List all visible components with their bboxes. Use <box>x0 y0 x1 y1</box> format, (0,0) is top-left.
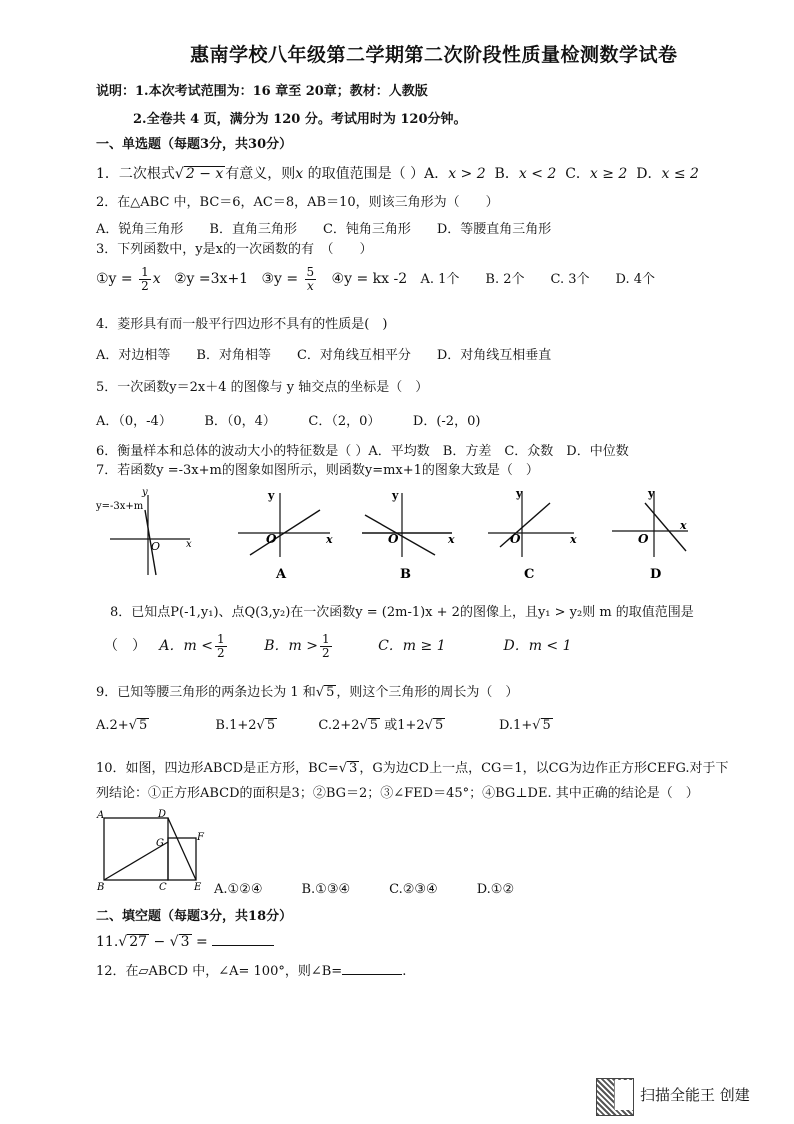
q1-label-c: C． <box>565 166 590 182</box>
question-10-line-2: 列结论：①正方形ABCD的面积是3；②BG＝2；③∠FED＝45°；④BG⊥DE. 其中正确的结论是（ ） <box>96 786 699 801</box>
q10-line1-a: 10．如图，四边形ABCD是正方形，BC= <box>96 761 339 776</box>
q7-b-x-label: x <box>448 533 455 546</box>
fraction <box>305 266 317 292</box>
sqrt-sign-icon: √ <box>169 934 179 950</box>
q10-label-e: E <box>194 882 202 893</box>
q1-stem-c: 的取值范围是（ ）A． <box>303 166 449 182</box>
q10-line1-b: ，G为边CD上一点，CG＝1，以CG为边作正方形CEFG.对于下 <box>359 761 729 776</box>
q1-option-d: x ≤ 2 <box>661 166 699 182</box>
q7-a-y-label: y <box>268 489 275 502</box>
q9-radicand: 5 <box>434 718 444 733</box>
q11-answer-blank[interactable] <box>212 933 274 946</box>
q9-option-c-mid: 或1+2 <box>380 718 425 733</box>
q7-b-origin: O <box>388 532 399 546</box>
question-10-options: A.①②④ B.①③④ C.②③④ D.①② <box>214 882 515 897</box>
q1-radicand: 2 − x <box>185 166 224 182</box>
q3-f4: ④y = kx -2 <box>331 271 408 288</box>
fraction <box>320 633 332 659</box>
fraction-numerator: 1 <box>321 632 330 646</box>
sqrt-sign-icon: √ <box>359 718 368 733</box>
q12-answer-blank[interactable] <box>342 962 402 975</box>
question-9-options <box>96 714 553 733</box>
q11-radicand-1: 27 <box>129 934 148 950</box>
q8-paren: （ ） <box>104 638 146 655</box>
scanner-logo-mark-icon <box>614 1080 633 1110</box>
q7-c-x-label: x <box>570 533 577 546</box>
question-7-stem: 7．若函数y =-3x+m的图象如图所示，则函数y=mx+1的图象大致是（ ） <box>96 463 539 478</box>
q10-label-b: B <box>97 882 105 893</box>
q7-option-a-graph <box>238 489 333 582</box>
q10-figure <box>96 808 216 894</box>
q7-d-x-label: x <box>680 519 687 532</box>
q7-graphs <box>90 485 690 585</box>
question-6: 6．衡量样本和总体的波动大小的特征数是（ ）A．平均数 B．方差 C．众数 D．中位数 <box>96 444 629 459</box>
q11-minus: − <box>149 934 170 950</box>
q10-label-d: D <box>158 809 167 820</box>
question-5-options: A．（0，-4） B．（0，4） C．（2，0） D．(-2，0) <box>96 414 481 429</box>
q12-end: . <box>402 964 407 979</box>
q9-radicand: 5 <box>138 718 148 733</box>
question-8-stem: 8．已知点P(-1,y₁)、点Q(3,y₂)在一次函数y = (2m-1)x + 2的图像上，且y₁ > y₂则 m 的取值范围是 <box>110 605 694 620</box>
q10-label-f: F <box>197 832 204 843</box>
q9-stem-radicand: 5 <box>326 685 335 700</box>
question-2-stem: 2．在△ABC 中，BC＝6，AC＝8，AB＝10，则该三角形为（ ） <box>96 195 499 210</box>
q7-option-c-graph <box>488 487 577 582</box>
q1-option-c: x ≥ 2 <box>589 166 628 182</box>
fraction-denominator: 2 <box>216 645 225 660</box>
question-2-options: A．锐角三角形 B．直角三角形 C．钝角三角形 D．等腰直角三角形 <box>96 222 552 237</box>
q10-label-g: G <box>156 838 164 849</box>
question-9-stem <box>96 681 518 700</box>
fraction-numerator: 5 <box>306 265 315 279</box>
q7-given-y-label: y <box>142 487 148 498</box>
sqrt-sign-icon: √ <box>424 718 433 733</box>
fraction-numerator: 1 <box>141 265 149 279</box>
sqrt-sign-icon: √ <box>532 718 541 733</box>
q8-option-b: B．m > <box>264 638 318 655</box>
fraction-numerator: 1 <box>216 632 225 646</box>
sqrt-sign-icon: √ <box>118 934 128 950</box>
sqrt-sign-icon: √ <box>315 685 325 700</box>
fraction-denominator: x <box>306 278 314 293</box>
q1-var: x <box>295 166 304 182</box>
question-5-stem: 5．一次函数y＝2x＋4 的图像与 y 轴交点的坐标是（ ） <box>96 380 429 395</box>
question-12 <box>96 960 406 979</box>
q9-radicand: 5 <box>266 718 276 733</box>
q9-stem-b: ，则这个三角形的周长为（ ） <box>336 685 519 700</box>
q9-option-a: A.2+ <box>96 718 129 733</box>
q3-f1-suffix: x <box>152 271 161 288</box>
q3-options: A. 1个 B. 2个 C. 3个 D. 4个 <box>420 272 655 288</box>
q7-d-origin: O <box>638 532 649 546</box>
question-1 <box>96 163 699 183</box>
question-10-line-1 <box>96 757 729 776</box>
q7-option-d-graph <box>612 487 688 582</box>
q10-radicand: 3 <box>349 761 358 776</box>
q3-f1-prefix: ①y = <box>96 271 138 288</box>
q9-option-b: B.1+2 <box>215 718 257 733</box>
q1-stem-a: 1．二次根式 <box>96 166 175 182</box>
sqrt-sign-icon: √ <box>256 718 265 733</box>
q1-option-a: x > 2 <box>448 166 486 182</box>
q9-option-d: D.1+ <box>498 718 533 733</box>
question-4-stem: 4．菱形具有而一般平行四边形不具有的性质是( ) <box>96 317 388 332</box>
q7-given-label: y=-3x+m <box>96 501 144 512</box>
q7-given-origin: O <box>151 540 161 553</box>
page-title: 惠南学校八年级第二学期第二次阶段性质量检测数学试卷 <box>190 44 678 66</box>
q8-option-d: D．m < 1 <box>503 638 572 655</box>
q9-radicand: 5 <box>542 718 551 733</box>
sqrt-sign-icon: √ <box>174 166 184 182</box>
q7-label-d: D <box>650 567 662 582</box>
q9-stem-a: 9．已知等腰三角形的两条边长为 1 和 <box>96 685 316 700</box>
q7-label-b: B <box>400 567 411 582</box>
question-3-stem: 3．下列函数中，y是x的一次函数的有 （ ） <box>96 242 373 257</box>
instructions-line-2: 2.全卷共 4 页，满分为 120 分。考试用时为 120分钟。 <box>133 112 467 127</box>
fraction-denominator: 2 <box>321 645 330 660</box>
q8-option-c: C．m ≥ 1 <box>378 638 446 655</box>
section-heading-fill-in: 二、填空题（每题3分，共18分） <box>96 909 293 924</box>
q7-label-a: A <box>276 567 287 582</box>
q7-c-origin: O <box>510 532 521 546</box>
q3-f3-prefix: ③y = <box>261 271 303 288</box>
q11-prefix: 11. <box>96 934 119 950</box>
q11-radicand-2: 3 <box>180 934 190 950</box>
fraction <box>139 266 151 292</box>
question-3-functions <box>96 266 655 292</box>
q10-label-c: C <box>159 882 167 893</box>
q12-text: 12．在▱ABCD 中，∠A= 100°，则∠B= <box>96 964 343 979</box>
q7-d-y-label: y <box>648 487 655 500</box>
q7-b-y-label: y <box>392 489 399 502</box>
q7-c-y-label: y <box>516 487 523 500</box>
section-heading-single-choice: 一、单选题（每题3分，共30分） <box>96 137 293 152</box>
q7-given-graph <box>95 487 192 575</box>
question-8-options <box>104 633 572 659</box>
q7-option-b-graph <box>362 489 455 582</box>
q8-option-a: A．m < <box>159 638 213 655</box>
q10-label-a: A <box>97 810 105 821</box>
q3-f2: ②y =3x+1 <box>174 271 249 288</box>
q7-a-x-label: x <box>326 533 333 546</box>
q7-label-c: C <box>524 567 535 582</box>
sqrt-sign-icon: √ <box>338 761 348 776</box>
fraction <box>215 633 227 659</box>
q1-stem-b: 有意义，则 <box>225 166 296 182</box>
q1-option-b: x < 2 <box>518 166 557 182</box>
question-11 <box>96 933 274 950</box>
sqrt-sign-icon: √ <box>128 718 137 733</box>
fraction-denominator: 2 <box>141 278 149 293</box>
question-4-options: A．对边相等 B．对角相等 C．对角线互相平分 D．对角线互相垂直 <box>96 348 552 363</box>
scanner-watermark-text: 扫描全能王 创建 <box>640 1086 750 1104</box>
q9-radicand: 5 <box>369 718 379 733</box>
q11-equals: = <box>191 934 208 950</box>
q1-label-b: B． <box>494 166 519 182</box>
q7-given-x-label: x <box>186 539 192 550</box>
q7-a-origin: O <box>266 532 277 546</box>
q9-option-c: C.2+2 <box>318 718 360 733</box>
q1-label-d: D． <box>636 166 662 182</box>
instructions-line-1: 说明：1.本次考试范围为：16 章至 20章；教材：人教版 <box>96 84 428 99</box>
